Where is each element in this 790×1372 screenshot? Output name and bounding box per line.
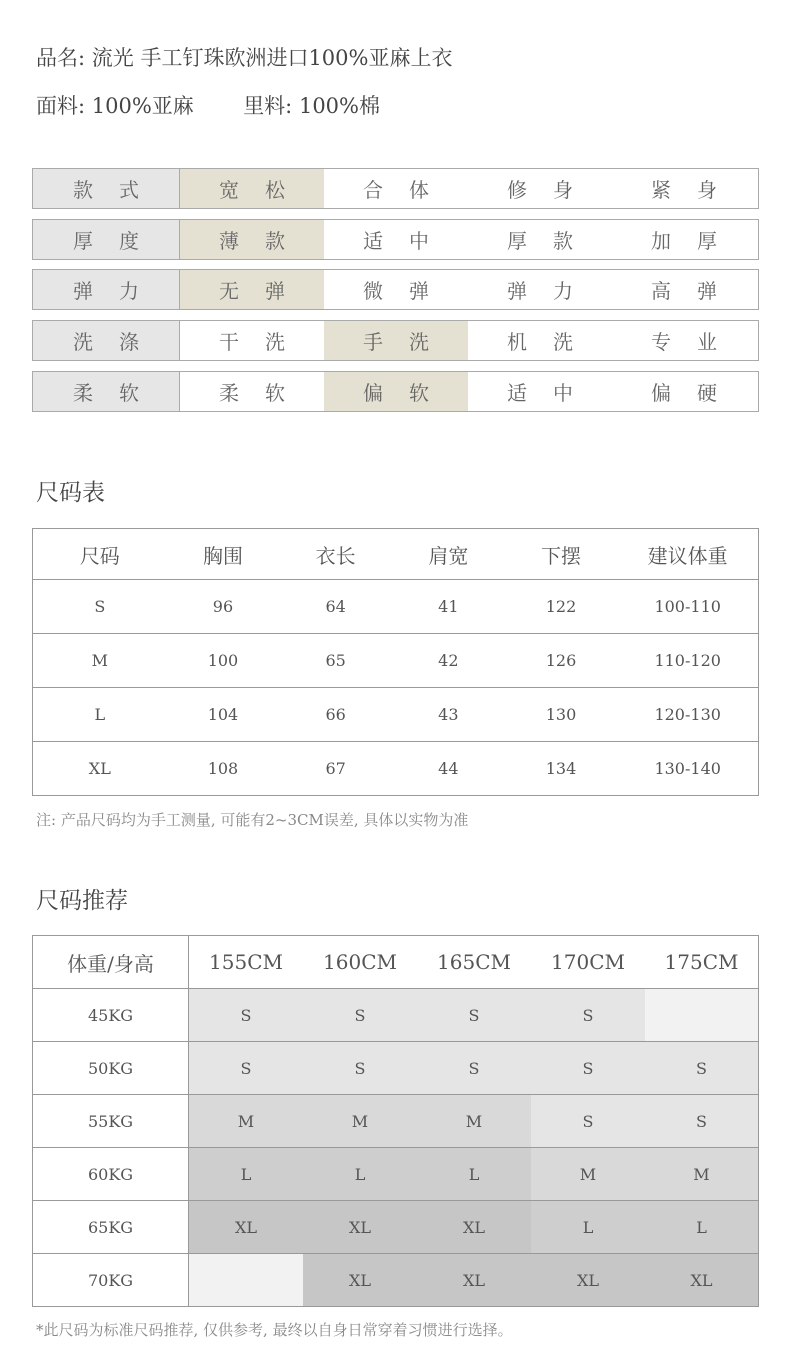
attribute-option-selected: 偏软	[324, 372, 468, 411]
recommendation-size-cell: S	[645, 1042, 758, 1094]
recommendation-size-cell: S	[417, 989, 531, 1041]
recommendation-height-cell: 160CM	[323, 950, 397, 974]
recommendation-size-cell: S	[303, 1042, 417, 1094]
size-chart-cell: 96	[212, 597, 234, 616]
recommendation-size-cell: L	[417, 1148, 531, 1200]
attribute-option: 加厚	[651, 229, 743, 253]
size-chart-cell: 120-130	[654, 705, 721, 724]
recommendation-size-cell: L	[189, 1148, 303, 1200]
size-chart-header-cell: 衣长	[315, 543, 356, 568]
attribute-option: 偏硬	[651, 381, 743, 405]
recommendation-height-cell: 155CM	[209, 950, 283, 974]
size-chart-cell: XL	[88, 759, 111, 778]
attribute-row	[32, 219, 759, 260]
recommendation-size-cell: XL	[531, 1254, 645, 1306]
recommendation-size-cell: XL	[303, 1254, 417, 1306]
size-chart-row	[33, 579, 758, 633]
attribute-label: 柔软	[33, 372, 180, 411]
material-line	[36, 90, 380, 120]
size-chart-cell: 43	[438, 705, 459, 724]
recommendation-size-cell: S	[645, 1095, 758, 1147]
recommendation-size-cell: S	[189, 1042, 303, 1094]
recommendation-weight-cell: 70KG	[33, 1254, 189, 1306]
attribute-option-selected: 宽松	[180, 169, 324, 208]
recommendation-size-cell: M	[645, 1148, 758, 1200]
recommendation-size-cell: L	[531, 1201, 645, 1253]
size-chart-row	[33, 687, 758, 741]
attribute-option: 合体	[363, 178, 455, 202]
size-chart-cell: 130-140	[654, 759, 721, 778]
recommendation-size-cell: XL	[303, 1201, 417, 1253]
recommendation-size-cell: L	[645, 1201, 758, 1253]
recommendation-row	[33, 1253, 758, 1306]
size-chart-header-cell: 胸围	[202, 543, 243, 568]
recommendation-row	[33, 1041, 758, 1094]
recommendation-size-cell: XL	[645, 1254, 758, 1306]
fabric-value: 100%亚麻	[91, 94, 194, 118]
size-chart-cell: S	[94, 597, 106, 616]
recommendation-size-cell: S	[531, 1095, 645, 1147]
recommendation-height-cell: 170CM	[551, 950, 625, 974]
attribute-option: 柔软	[219, 381, 311, 405]
attribute-option: 适中	[507, 381, 599, 405]
attribute-option: 修身	[507, 178, 599, 202]
recommendation-weight-cell: 60KG	[33, 1148, 189, 1200]
attribute-option: 弹力	[507, 279, 599, 303]
recommendation-row	[33, 1147, 758, 1200]
recommendation-size-cell	[189, 1254, 303, 1306]
attribute-option: 紧身	[651, 178, 743, 202]
attribute-label: 洗涤	[33, 321, 180, 360]
size-chart-cell: 100	[207, 651, 239, 670]
size-chart-cell: 104	[207, 705, 239, 724]
size-chart-header-cell: 肩宽	[428, 543, 469, 568]
recommendation-weight-cell: 50KG	[33, 1042, 189, 1094]
recommendation-size-cell: S	[417, 1042, 531, 1094]
attribute-option: 适中	[363, 229, 455, 253]
size-chart-header-cell: 尺码	[79, 543, 120, 568]
recommendation-size-cell	[645, 989, 758, 1041]
attribute-label: 厚度	[33, 220, 180, 259]
recommendation-weight-cell: 65KG	[33, 1201, 189, 1253]
recommendation-height-cell: 165CM	[437, 950, 511, 974]
attribute-row	[32, 168, 759, 209]
fabric-label: 面料:	[36, 94, 86, 118]
attribute-option-selected: 手洗	[324, 321, 468, 360]
recommendation-height-cell: 175CM	[664, 950, 739, 974]
size-chart-header-cell: 下摆	[541, 543, 582, 568]
attribute-option: 干洗	[219, 330, 311, 354]
recommendation-row	[33, 1200, 758, 1253]
size-chart-cell: M	[91, 651, 108, 670]
recommendation-size-cell: S	[531, 989, 645, 1041]
attribute-label: 弹力	[33, 270, 180, 309]
recommendation-size-cell: M	[189, 1095, 303, 1147]
attribute-row	[32, 269, 759, 310]
attribute-option: 机洗	[507, 330, 599, 354]
recommendation-size-cell: S	[303, 989, 417, 1041]
recommendation-size-cell: M	[303, 1095, 417, 1147]
size-chart-header-cell: 建议体重	[647, 543, 728, 568]
size-chart-row	[33, 633, 758, 687]
recommendation-row	[33, 1094, 758, 1147]
recommendation-size-cell: XL	[417, 1254, 531, 1306]
size-chart-cell: 126	[545, 651, 577, 670]
recommendation-size-cell: XL	[417, 1201, 531, 1253]
product-name-line	[36, 42, 452, 72]
attribute-row	[32, 320, 759, 361]
size-chart-cell: 64	[325, 597, 346, 616]
recommendation-size-cell: M	[531, 1148, 645, 1200]
size-chart-cell: 67	[325, 759, 346, 778]
size-chart-cell: 108	[207, 759, 239, 778]
attribute-option-selected: 薄款	[180, 220, 324, 259]
product-name-label: 品名:	[36, 46, 86, 70]
attribute-label: 款式	[33, 169, 180, 208]
size-chart-note: 注: 产品尺码均为手工测量, 可能有2~3CM误差, 具体以实物为准	[36, 811, 469, 829]
attribute-option: 高弹	[651, 279, 743, 303]
recommendation-size-cell: L	[303, 1148, 417, 1200]
size-chart-cell: 100-110	[654, 597, 721, 616]
lining-label: 里料:	[243, 94, 293, 118]
recommendation-size-cell: M	[417, 1095, 531, 1147]
size-chart-cell: 130	[545, 705, 577, 724]
recommendation-size-cell: XL	[189, 1201, 303, 1253]
size-chart-table	[32, 528, 759, 796]
size-chart-cell: 122	[545, 597, 577, 616]
product-name-value: 流光 手工钉珠欧洲进口100%亚麻上衣	[91, 46, 453, 70]
size-chart-header-row	[33, 529, 758, 579]
size-chart-title: 尺码表	[36, 480, 105, 506]
size-chart-cell: L	[94, 705, 106, 724]
size-chart-cell: 134	[545, 759, 577, 778]
lining-value: 100%棉	[298, 94, 380, 118]
recommendation-weight-cell: 55KG	[33, 1095, 189, 1147]
attribute-row	[32, 371, 759, 412]
size-chart-cell: 110-120	[654, 651, 721, 670]
attribute-option-selected: 无弹	[180, 270, 324, 309]
size-chart-cell: 65	[325, 651, 346, 670]
recommendation-size-cell: S	[531, 1042, 645, 1094]
size-chart-cell: 66	[325, 705, 346, 724]
recommendation-weight-cell: 45KG	[33, 989, 189, 1041]
recommendation-footnote: *此尺码为标准尺码推荐, 仅供参考, 最终以自身日常穿着习惯进行选择。	[36, 1321, 513, 1339]
size-chart-row	[33, 741, 758, 795]
attribute-option: 厚款	[507, 229, 599, 253]
recommendation-table	[32, 935, 759, 1307]
recommendation-header-row	[33, 936, 758, 988]
recommendation-title: 尺码推荐	[36, 888, 128, 914]
recommendation-size-cell: S	[189, 989, 303, 1041]
attribute-option: 微弹	[363, 279, 455, 303]
attribute-option: 专业	[651, 330, 743, 354]
size-chart-cell: 41	[438, 597, 459, 616]
size-chart-cell: 44	[438, 759, 459, 778]
recommendation-corner-cell: 体重/身高	[33, 936, 189, 988]
size-chart-cell: 42	[438, 651, 459, 670]
recommendation-row	[33, 988, 758, 1041]
